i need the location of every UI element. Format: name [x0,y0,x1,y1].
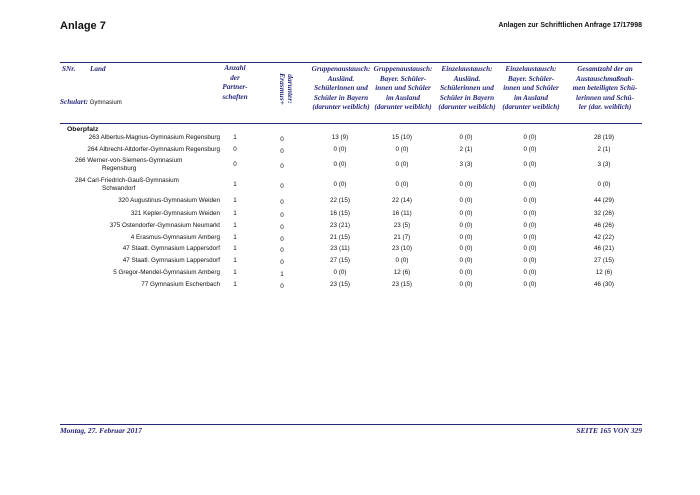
cell-e2: 0 (0) [523,210,537,217]
cell-g1: 0 (0) [333,146,347,153]
cell-e2: 0 (0) [523,181,537,188]
col-partner-line: der [230,73,240,82]
cell-e1: 0 (0) [459,197,473,204]
cell-erasmus: 0 [280,183,284,190]
col-line: Schülerinnen und [440,84,494,92]
cell-gs: 46 (21) [594,245,614,252]
school-name-line: 4 Erasmus-Gymnasium Amberg [130,234,220,241]
cell-e2: 0 (0) [523,134,537,141]
cell-gs: 12 (6) [595,269,613,276]
cell-e2: 0 (0) [523,234,537,241]
table-header [60,62,642,124]
col-group-out-header [370,65,436,113]
cell-erasmus: 0 [280,148,284,155]
cell-g2: 12 (6) [393,269,411,276]
school-name [60,222,220,230]
col-line: Ausländ. [327,74,355,83]
cell-partner: 1 [233,257,237,264]
school-name [60,197,220,205]
col-erasmus-line: Erasmus+ [277,73,287,105]
col-group-in-header [306,65,376,113]
cell-erasmus: 0 [280,259,284,266]
cell-g2: 23 (5) [393,222,411,229]
col-line: Schüler in Bayern [313,93,369,102]
col-line: (darunter weiblich) [374,103,432,111]
school-name-line: 47 Staatl. Gymnasium Lappersdorf [122,245,220,252]
cell-e1: 2 (1) [459,146,473,153]
cell-gs: 46 (26) [594,222,614,229]
cell-e1: 3 (3) [459,161,473,168]
col-line: Schüler in Bayern [439,93,495,102]
col-total-header [565,65,645,113]
col-line: Austauschmaßnah- [576,74,634,83]
col-line: Gruppenaustausch: [311,65,371,73]
cell-e1: 0 (0) [459,222,473,229]
cell-partner: 1 [233,245,237,252]
footer-divider [60,424,642,425]
col-line: men beteiligten Schü- [572,84,638,92]
col-line: Einzelaustausch: [441,65,493,73]
col-single-in-header [434,65,500,113]
schulart-value: Gymnasium [89,100,122,106]
school-name [60,281,220,289]
school-name [60,134,220,142]
school-name [60,146,220,154]
schulart-label: Schulart: [60,98,88,106]
col-line: Bayer. Schüler- [379,74,427,83]
col-line: Einzelaustausch: [505,65,557,73]
col-line: Gruppenaustausch: [373,65,433,73]
cell-e2: 0 (0) [523,257,537,264]
cell-e2: 0 (0) [523,269,537,276]
col-snr-header: SNr. [62,65,76,73]
footer-page-number: SEITE 165 VON 329 [576,426,642,435]
col-erasmus-rotated [278,73,294,105]
cell-erasmus: 0 [280,212,284,219]
school-name-line: Regensburg [102,165,137,172]
cell-g2: 0 (0) [395,257,409,264]
cell-gs: 2 (1) [597,146,611,153]
cell-g1: 0 (0) [333,269,347,276]
cell-g1: 16 (15) [330,210,350,217]
cell-g2: 0 (0) [395,181,409,188]
cell-partner: 0 [233,146,237,153]
school-name [60,210,220,218]
school-name-line: 375 Ostendorfer-Gymnasium Neumarkt [109,222,220,229]
cell-erasmus: 0 [280,136,284,143]
cell-e1: 0 (0) [459,210,473,217]
col-partner-line: Anzahl [224,64,246,72]
cell-erasmus: 0 [280,236,284,243]
school-name [60,245,220,253]
cell-g2: 0 (0) [395,161,409,168]
cell-g1: 13 (9) [331,134,349,141]
school-name-line: 5 Gregor-Mendel-Gymnasium Amberg [113,269,220,276]
cell-partner: 1 [233,134,237,141]
cell-g2: 22 (14) [392,197,412,204]
cell-gs: 46 (30) [594,281,614,288]
footer-date: Montag, 27. Februar 2017 [60,426,142,435]
col-single-out-header [498,65,564,113]
cell-partner: 1 [233,269,237,276]
cell-partner: 1 [233,181,237,188]
school-name-line: Schwandorf [102,185,136,192]
col-line: innen und Schüler [503,84,559,92]
cell-g2: 0 (0) [395,146,409,153]
col-erasmus-header [270,71,300,105]
cell-gs: 27 (15) [594,257,614,264]
school-name-line: 263 Albertus-Magnus-Gymnasium Regensburg [88,134,220,141]
col-line: Ausländ. [453,74,481,83]
cell-partner: 1 [233,210,237,217]
school-name-line: 320 Augustinus-Gymnasium Weiden [118,197,220,204]
col-land-header: Land [90,65,106,73]
col-partner-line: schaften [222,92,248,101]
cell-erasmus: 1 [280,271,284,278]
cell-e2: 0 (0) [523,245,537,252]
cell-e1: 0 (0) [459,134,473,141]
cell-e2: 0 (0) [523,222,537,229]
cell-gs: 0 (0) [597,181,611,188]
cell-e2: 0 (0) [523,146,537,153]
document-reference: Anlagen zur Schriftlichen Anfrage 17/17998 [498,22,642,29]
document-annex-label: Anlage 7 [60,20,106,32]
cell-gs: 32 (26) [594,210,614,217]
cell-gs: 42 (22) [594,234,614,241]
cell-e1: 0 (0) [459,245,473,252]
cell-e1: 0 (0) [459,269,473,276]
school-name-line: 264 Albrecht-Altdorfer-Gymnasium Regensburg [87,146,220,153]
col-partner-line: Partner- [222,83,248,91]
school-name [60,177,220,193]
col-partner-header [210,64,260,102]
col-line: im Ausland [514,93,548,102]
region-heading: Oberpfalz [67,126,99,133]
cell-e2: 0 (0) [523,161,537,168]
col-line: ler (dar. weiblich) [578,103,632,111]
col-erasmus-line: darunter: [285,74,295,104]
cell-e1: 0 (0) [459,181,473,188]
school-name [60,157,220,173]
cell-partner: 1 [233,197,237,204]
cell-g1: 23 (15) [330,281,350,288]
cell-erasmus: 0 [280,224,284,231]
school-name-line: 284 Carl-Friedrich-Gauß-Gymnasium [75,177,179,184]
col-line: lerinnen und Schü- [576,93,634,102]
cell-g1: 27 (15) [330,257,350,264]
cell-e1: 0 (0) [459,281,473,288]
cell-g2: 23 (15) [392,281,412,288]
cell-g2: 23 (10) [392,245,412,252]
cell-e1: 0 (0) [459,257,473,264]
school-name [60,257,220,265]
cell-erasmus: 0 [280,247,284,254]
cell-partner: 0 [233,161,237,168]
cell-g1: 21 (15) [330,234,350,241]
col-line: Schülerinnen und [314,84,368,92]
cell-g1: 0 (0) [333,181,347,188]
col-line: (darunter weiblich) [312,103,370,111]
cell-e1: 0 (0) [459,234,473,241]
cell-erasmus: 0 [280,163,284,170]
cell-g1: 0 (0) [333,161,347,168]
cell-partner: 1 [233,234,237,241]
col-line: Gesamtzahl der an [577,65,633,73]
school-name [60,269,220,277]
col-line: (darunter weiblich) [502,103,560,111]
cell-g1: 23 (21) [330,222,350,229]
cell-g2: 21 (7) [393,234,411,241]
school-name-line: 321 Kepler-Gymnasium Weiden [130,210,220,217]
cell-g1: 23 (11) [330,245,350,252]
cell-g2: 16 (11) [392,210,412,217]
cell-gs: 3 (3) [597,161,611,168]
cell-g1: 22 (15) [330,197,350,204]
cell-gs: 44 (29) [594,197,614,204]
cell-partner: 1 [233,222,237,229]
col-line: im Ausland [386,93,420,102]
school-name-line: 266 Werner-von-Siemens-Gymnasium [75,157,183,164]
col-line: innen und Schüler [375,84,431,92]
cell-partner: 1 [233,281,237,288]
cell-erasmus: 0 [280,283,284,290]
col-line: Bayer. Schüler- [507,74,555,83]
cell-e2: 0 (0) [523,197,537,204]
school-name-line: 77 Gymnasium Eschenbach [141,281,220,288]
school-name-line: 47 Staatl. Gymnasium Lappersdorf [122,257,220,264]
col-line: (darunter weiblich) [438,103,496,111]
cell-erasmus: 0 [280,199,284,206]
schulart-label-group [60,98,122,109]
school-name [60,234,220,242]
cell-g2: 15 (10) [392,134,412,141]
cell-e2: 0 (0) [523,281,537,288]
cell-gs: 28 (19) [594,134,614,141]
